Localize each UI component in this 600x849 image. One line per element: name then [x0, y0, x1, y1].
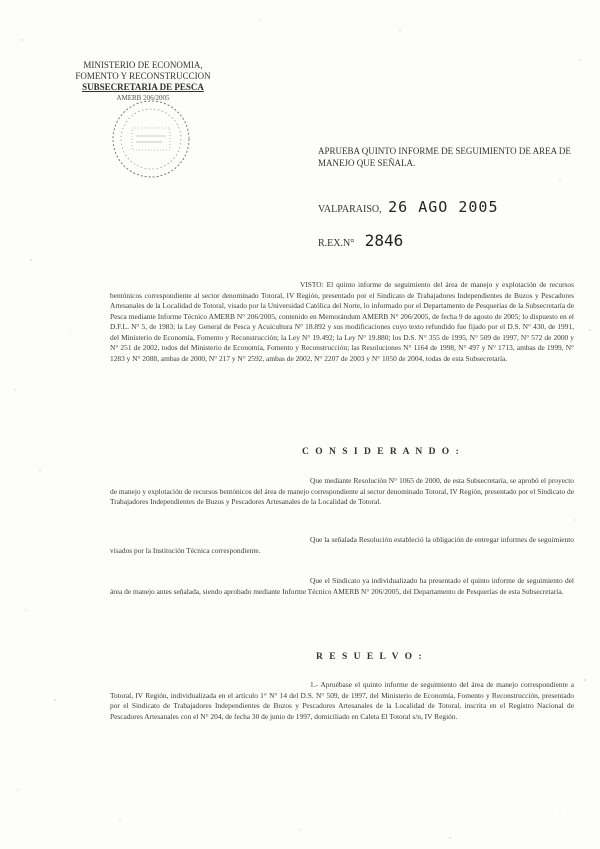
letterhead-reference: AMERB 206/2005: [116, 94, 170, 102]
resuelvo-paragraph-1: 1.- Apruébase el quinto informe de seguimiento del área de manejo correspondiente a Totoral, IV Región, individualizada en el artículo 1° N° 14 del D.S. N° 509, de 1997, del Ministerio de Economía, Fomento y Reconstrucción, presentado por el Sindicato de Trabajadores Independientes de Buzos y Pescadores Artesanales de la Localidad de Totoral, inscrita en el Registro Nacional de Pescadores Artesanales con el N° 204, de fecha 30 de junio de 1997, domiciliado en Caleta El Totoral s/n, IV Región.: [110, 680, 574, 721]
official-seal-stamp: [110, 98, 192, 180]
place-date: [318, 198, 498, 216]
resolution-subject: APRUEBA QUINTO INFORME DE SEGUIMIENTO DE AREA DE MANEJO QUE SEÑALA.: [318, 146, 571, 168]
considerando-paragraph-3: Que el Sindicato ya individualizado ha presentado el quinto informe de seguimiento del área de manejo antes señalada, siendo aprobado mediante Informe Técnico AMERB N° 206/2005, del Departamento de Pesquerías de esta Subsecretaría.: [110, 576, 574, 596]
resolution-number-value: 2846: [364, 231, 404, 250]
place-label: VALPARAISO,: [318, 204, 382, 215]
date-stamp: 26 AGO 2005: [388, 198, 499, 216]
resolution-number: [318, 231, 403, 250]
visto-paragraph: VISTO: El quinto informe de seguimiento del área de manejo y explotación de recursos bentónicos correspondiente al sector denominado Totoral, IV Región, presentado por el Sindicato de Trabajadores Independientes de Buzos y Pescadores Artesanales de la Localidad de Totoral, visado por la Universidad Católica del Norte, lo informado por el Departamento de Pesquerías de la Subsecretaría de Pesca mediante Informe Técnico AMERB N° 206/2005, contenido en Memorándum AMERB N° 206/2005, de fecha 9 de agosto de 2005; lo dispuesto en el D.F.L. N° 5, de 1983; la Ley General de Pesca y Acuicultura N° 18.892 y sus modificaciones cuyo texto refundido fue fijado por el D.S. N° 430, de 1991, del Ministerio de Economía, Fomento y Reconstrucción; la Ley N° 19.492; la Ley N° 19.880; los D.S. N° 355 de 1995, N° 509 de 1997, N° 572 de 2000 y N° 251 de 2002, todos del Ministerio de Economía, Fomento y Reconstrucción; las Resoluciones N° 1164 de 1998, N° 497 y N° 1713, ambas de 1999, N° 1283 y N° 2088, ambas de 2000, N° 217 y N° 2592, ambas de 2002, N° 2207 de 2003 y N° 1050 de 2004, todas de esta Subsecretaría.: [110, 280, 574, 363]
letterhead-ministry-2: FOMENTO Y RECONSTRUCCION: [75, 71, 211, 81]
considerando-paragraph-2: Que la señalada Resolución estableció la obligación de entregar informes de seguimiento visados por la Institución Técnica correspondiente.: [110, 535, 574, 555]
letterhead-ministry: MINISTERIO DE ECONOMIA,: [83, 60, 203, 70]
resolution-label: R.EX.N°: [318, 238, 355, 249]
resuelvo-heading: R E S U E L V O :: [316, 652, 424, 662]
considerando-paragraph-1: Que mediante Resolución N° 1065 de 2000, de esta Subsecretaría, se aprobó el proyecto de manejo y explotación de recursos bentónicos del área de manejo correspondiente al sector denominado Totoral, IV Región, presentado por el Sindicato de Trabajadores Independientes de Buzos y Pescadores Artesanales de la Localidad de Totoral.: [110, 476, 574, 506]
letterhead-undersecretariat: SUBSECRETARIA DE PESCA: [82, 82, 204, 92]
considerando-heading: C O N S I D E R A N D O :: [302, 447, 461, 457]
